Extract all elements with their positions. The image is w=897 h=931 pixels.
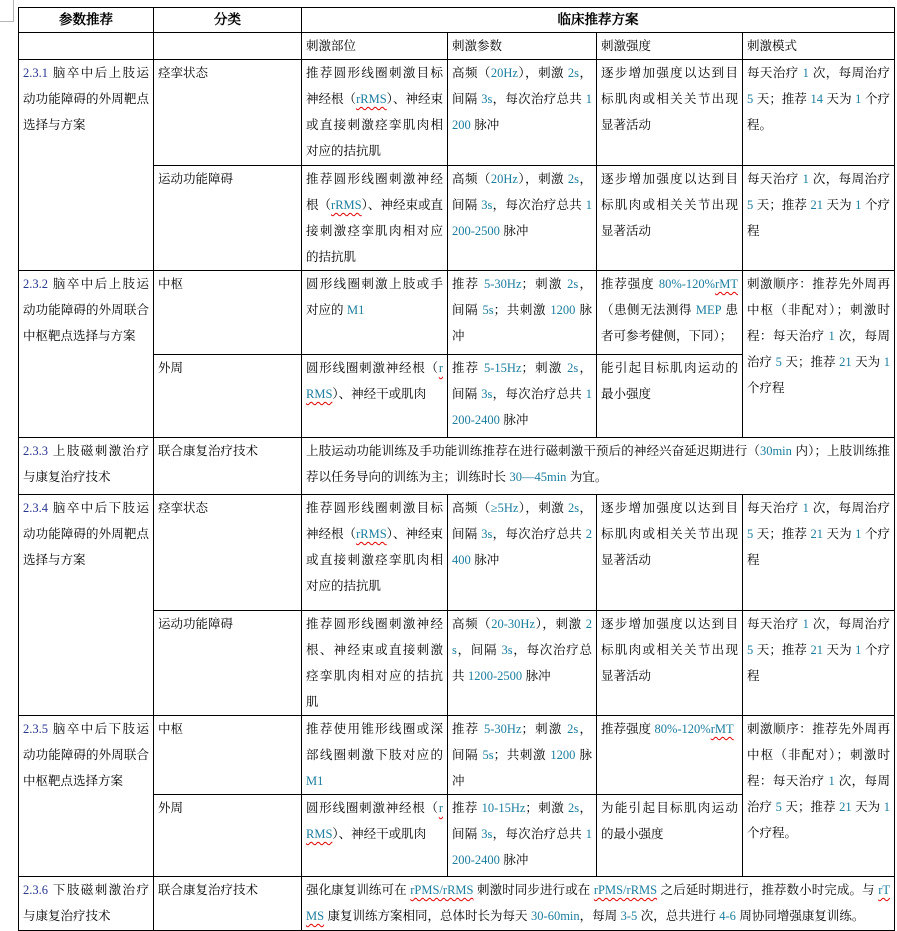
table-row bbox=[19, 271, 895, 355]
latin-run: 1 bbox=[802, 66, 809, 80]
cell-params: 高频（20Hz），刺激 2s，间隔 3s，每次治疗总共 1200-2500 脉冲 bbox=[448, 166, 597, 271]
latin-run: 2s bbox=[452, 617, 592, 657]
cell-params: 推荐 5-30Hz；刺激 2s，间隔 5s；共刺激 1200 脉冲 bbox=[448, 271, 597, 355]
cell-intensity: 逐步增加强度以达到目标肌肉或相关关节出现显著活动 bbox=[597, 611, 743, 716]
cell-category: 运动功能障碍 bbox=[154, 611, 302, 716]
header-row-1 bbox=[19, 8, 895, 33]
cell-intensity: 逐步增加强度以达到目标肌肉或相关关节出现显著活动 bbox=[597, 166, 743, 271]
latin-run: 5 bbox=[747, 643, 754, 657]
latin-run: 20Hz bbox=[490, 172, 518, 186]
latin-run: 1 bbox=[802, 501, 809, 515]
section-label-233: 2.3.3 上肢磁刺激治疗与康复治疗技术 bbox=[19, 438, 154, 495]
latin-run: 30-60min bbox=[531, 909, 580, 923]
latin-run: 80%-120% bbox=[654, 722, 711, 736]
cell-params: 推荐 5-30Hz；刺激 2s，间隔 5s；共刺激 1200 脉冲 bbox=[448, 716, 597, 795]
cell-site: 推荐圆形线圈刺激神经根、神经束或直接刺激痉挛肌肉相对应的拮抗肌 bbox=[302, 611, 448, 716]
cell-category: 痉挛状态 bbox=[154, 495, 302, 611]
latin-run: 4-6 bbox=[719, 909, 736, 923]
latin-run: M1 bbox=[306, 774, 324, 788]
cell-mode: 每天治疗 1 次，每周治疗 5 天；推荐 21 天为 1 个疗程 bbox=[743, 611, 895, 716]
cell-category: 联合康复治疗技术 bbox=[154, 438, 302, 495]
latin-run: 1200-2500 bbox=[452, 198, 592, 238]
cell-intensity: 逐步增加强度以达到目标肌肉或相关关节出现显著活动 bbox=[597, 495, 743, 611]
cell-merged-plan: 上肢运动功能训练及手功能训练推荐在进行磁刺激干预后的神经兴奋延迟期进行（30min 内）；上肢训练推荐以任务导向的训练为主；训练时长 30—45min 为宜。 bbox=[302, 438, 895, 495]
header-sub-intensity: 刺激强度 bbox=[597, 33, 743, 60]
latin-run: 21 bbox=[810, 198, 824, 212]
misspelled-term: rRMS bbox=[356, 527, 387, 541]
latin-run: 2s bbox=[567, 66, 580, 80]
latin-run: 1 bbox=[855, 643, 862, 657]
latin-run: 3s bbox=[481, 527, 493, 541]
table-move-handle bbox=[0, 0, 14, 22]
latin-run: 2s bbox=[567, 722, 579, 736]
latin-run: 3s bbox=[481, 92, 493, 106]
latin-run: 1200-2400 bbox=[452, 387, 592, 427]
latin-run: 3s bbox=[481, 827, 493, 841]
header-sub-params: 刺激参数 bbox=[448, 33, 597, 60]
misspelled-term: rRMS bbox=[306, 361, 443, 401]
latin-run: 14 bbox=[810, 92, 824, 106]
cell-params: 推荐 5-15Hz；刺激 2s，间隔 3s，每次治疗总共 1200-2400 脉冲 bbox=[448, 355, 597, 438]
latin-run: ≥ bbox=[490, 501, 498, 515]
section-title: 脑卒中后下肢运动功能障碍的外周联合中枢靶点选择方案 bbox=[23, 722, 149, 788]
table-row bbox=[19, 438, 895, 495]
cell-category: 外周 bbox=[154, 355, 302, 438]
latin-run: 21 bbox=[810, 643, 824, 657]
misspelled-term: rPMS/rRMS bbox=[410, 883, 474, 897]
section-title: 脑卒中后下肢运动功能障碍的外周靶点选择与方案 bbox=[23, 501, 149, 567]
latin-run: 2400 bbox=[452, 527, 592, 567]
latin-run: 3s bbox=[481, 198, 493, 212]
table-row bbox=[19, 716, 895, 795]
cell-params: 高频（≥5Hz），刺激 2s，间隔 3s，每次治疗总共 2400 脉冲 bbox=[448, 495, 597, 611]
latin-run: 3s bbox=[501, 643, 513, 657]
header-param-empty bbox=[19, 33, 154, 60]
latin-run: 1 bbox=[802, 172, 809, 186]
header-row-2 bbox=[19, 33, 895, 60]
latin-run: 5s bbox=[482, 748, 494, 762]
latin-run: 5s bbox=[482, 303, 494, 317]
misspelled-term: rRMS bbox=[331, 198, 362, 212]
section-label-234: 2.3.4 脑卒中后下肢运动功能障碍的外周靶点选择与方案 bbox=[19, 495, 154, 716]
latin-run: 3s bbox=[481, 387, 493, 401]
section-title: 下肢磁刺激治疗与康复治疗技术 bbox=[23, 883, 149, 923]
latin-run: 5 bbox=[775, 355, 782, 369]
latin-run: 1200-2400 bbox=[452, 827, 592, 867]
cell-params: 高频（20Hz），刺激 2s，间隔 3s，每次治疗总共 1200 脉冲 bbox=[448, 60, 597, 166]
section-label-235: 2.3.5 脑卒中后下肢运动功能障碍的外周联合中枢靶点选择方案 bbox=[19, 716, 154, 877]
latin-run: 80%-120% bbox=[658, 277, 716, 291]
latin-run: 30—45min bbox=[509, 470, 567, 484]
latin-run: 1 bbox=[828, 774, 835, 788]
cell-mode-shared: 刺激顺序：推荐先外周再中枢（非配对）；刺激时程：每天治疗 1 次，每周治疗 5 天；推荐 21 天为 1 个疗程 bbox=[743, 271, 895, 438]
misspelled-term: rRMS bbox=[356, 92, 387, 106]
latin-run: 3-5 bbox=[620, 909, 638, 923]
cell-category: 痉挛状态 bbox=[154, 60, 302, 166]
cell-site: 推荐圆形线圈刺激目标神经根（rRMS）、神经束或直接刺激痉挛肌肉相对应的拮抗肌 bbox=[302, 495, 448, 611]
latin-run: 1200 bbox=[550, 303, 576, 317]
cell-category: 中枢 bbox=[154, 716, 302, 795]
latin-run: 5 bbox=[747, 198, 754, 212]
cell-mode: 每天治疗 1 次，每周治疗 5 天；推荐 21 天为 1 个疗程 bbox=[743, 495, 895, 611]
table-row bbox=[19, 60, 895, 166]
cell-site: 推荐使用锥形线圈或深部线圈刺激下肢对应的 M1 bbox=[302, 716, 448, 795]
cell-site: 圆形线圈刺激神经根（rRMS）、神经干或肌肉 bbox=[302, 795, 448, 877]
table-row bbox=[19, 495, 895, 611]
clinical-recommendation-table bbox=[18, 7, 895, 931]
latin-run: 5-30Hz bbox=[484, 277, 522, 291]
misspelled-term: rMT bbox=[710, 722, 734, 736]
cell-site: 推荐圆形线圈刺激神经根（rRMS）、神经束或直接刺激痉挛肌肉相对应的拮抗肌 bbox=[302, 166, 448, 271]
cell-intensity: 逐步增加强度以达到目标肌肉或相关关节出现显著活动 bbox=[597, 60, 743, 166]
cell-intensity: 推荐强度 80%-120%rMT（患侧无法测得 MEP 患者可参考健侧，下同）； bbox=[597, 271, 743, 355]
table-row bbox=[19, 877, 895, 931]
latin-run: 21 bbox=[839, 355, 852, 369]
cell-params: 推荐 10-15Hz；刺激 2s，间隔 3s，每次治疗总共 1200-2400 脉冲 bbox=[448, 795, 597, 877]
latin-run: 5 bbox=[775, 800, 782, 814]
latin-run: 30min bbox=[759, 444, 792, 458]
cell-intensity: 能引起目标肌肉运动的最小强度 bbox=[597, 355, 743, 438]
cell-params: 高频（20-30Hz），刺激 2s，间隔 3s，每次治疗总共 1200-2500 脉冲 bbox=[448, 611, 597, 716]
header-param: 参数推荐 bbox=[19, 8, 154, 33]
latin-run: 20-30Hz bbox=[491, 617, 536, 631]
latin-run: 5-30Hz bbox=[484, 722, 522, 736]
misspelled-term: rRMS bbox=[306, 801, 443, 841]
cell-merged-plan: 强化康复训练可在 rPMS/rRMS 刺激时同步进行或在 rPMS/rRMS 之后延时期进行，推荐数小时完成。与 rTMS 康复训练方案相同，总体时长为每天 30-60min，每周 3-5 次，总共进行 4-6 周协同增强康复训练。 bbox=[302, 877, 895, 931]
cell-mode-shared: 刺激顺序：推荐先外周再中枢（非配对）；刺激时程：每天治疗 1 次，每周治疗 5 天；推荐 21 天为 1 个疗程。 bbox=[743, 716, 895, 877]
cell-mode: 每天治疗 1 次，每周治疗 5 天；推荐 14 天为 1 个疗程。 bbox=[743, 60, 895, 166]
latin-run: 1 bbox=[828, 329, 835, 343]
header-clinical: 临床推荐方案 bbox=[302, 8, 895, 33]
latin-run: M1 bbox=[346, 303, 365, 317]
header-class-empty bbox=[154, 33, 302, 60]
header-sub-mode: 刺激模式 bbox=[743, 33, 895, 60]
misspelled-term: rTMS bbox=[306, 883, 890, 923]
cell-category: 中枢 bbox=[154, 271, 302, 355]
section-title: 脑卒中后上肢运动功能障碍的外周靶点选择与方案 bbox=[23, 66, 149, 132]
cell-site: 圆形线圈刺激上肢或手对应的 M1 bbox=[302, 271, 448, 355]
latin-run: 1 bbox=[802, 617, 809, 631]
header-sub-site: 刺激部位 bbox=[302, 33, 448, 60]
section-title: 上肢磁刺激治疗与康复治疗技术 bbox=[23, 444, 149, 484]
latin-run: 20Hz bbox=[490, 66, 518, 80]
latin-run: 21 bbox=[839, 800, 852, 814]
section-label-232: 2.3.2 脑卒中后上肢运动功能障碍的外周联合中枢靶点选择与方案 bbox=[19, 271, 154, 438]
latin-run: 1 bbox=[855, 198, 862, 212]
section-label-231: 2.3.1 脑卒中后上肢运动功能障碍的外周靶点选择与方案 bbox=[19, 60, 154, 271]
latin-run: 10-15Hz bbox=[481, 801, 526, 815]
latin-run: 1 bbox=[883, 355, 890, 369]
latin-run: 5 bbox=[747, 527, 754, 541]
cell-mode: 每天治疗 1 次，每周治疗 5 天；推荐 21 天为 1 个疗程 bbox=[743, 166, 895, 271]
cell-category: 外周 bbox=[154, 795, 302, 877]
latin-run: 1 bbox=[883, 800, 890, 814]
latin-run: 1200-2500 bbox=[467, 669, 523, 683]
cell-intensity: 为能引起目标肌肉运动的最小强度 bbox=[597, 795, 743, 877]
latin-run: 2s bbox=[567, 172, 580, 186]
latin-run: 1200 bbox=[452, 92, 592, 132]
latin-run: 5Hz bbox=[497, 501, 519, 515]
misspelled-term: rMT bbox=[715, 277, 738, 291]
latin-run: 2s bbox=[567, 801, 580, 815]
latin-run: 2s bbox=[567, 361, 579, 375]
latin-run: MEP bbox=[695, 303, 722, 317]
latin-run: 1 bbox=[855, 527, 862, 541]
cell-site: 圆形线圈刺激神经根（rRMS）、神经干或肌肉 bbox=[302, 355, 448, 438]
latin-run: 5 bbox=[747, 92, 754, 106]
cell-category: 联合康复治疗技术 bbox=[154, 877, 302, 931]
misspelled-term: rPMS/rRMS bbox=[593, 883, 658, 897]
latin-run: 5-15Hz bbox=[484, 361, 522, 375]
latin-run: 2s bbox=[567, 501, 580, 515]
section-title: 脑卒中后上肢运动功能障碍的外周联合中枢靶点选择与方案 bbox=[23, 277, 149, 343]
section-label-236: 2.3.6 下肢磁刺激治疗与康复治疗技术 bbox=[19, 877, 154, 931]
cell-site: 推荐圆形线圈刺激目标神经根（rRMS）、神经束或直接刺激痉挛肌肉相对应的拮抗肌 bbox=[302, 60, 448, 166]
cell-intensity: 推荐强度 80%-120%rMT bbox=[597, 716, 743, 795]
cell-category: 运动功能障碍 bbox=[154, 166, 302, 271]
header-class: 分类 bbox=[154, 8, 302, 33]
latin-run: 21 bbox=[810, 527, 824, 541]
latin-run: 1 bbox=[855, 92, 862, 106]
latin-run: 1200 bbox=[550, 748, 576, 762]
latin-run: 2s bbox=[567, 277, 579, 291]
